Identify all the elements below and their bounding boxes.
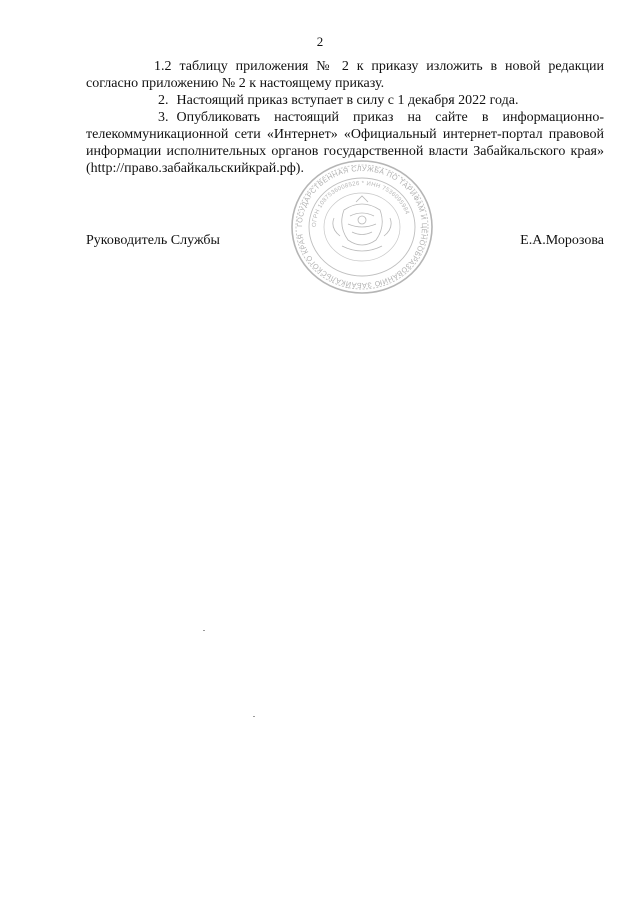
signatory-title: Руководитель Службы (86, 233, 220, 248)
paragraph-number: 1.2 (154, 59, 172, 74)
paragraph-text: таблицу приложения № 2 к приказу изложить в новой редакции согласно приложению № 2 к настоящему приказу. (86, 59, 604, 91)
official-seal-stamp (286, 158, 438, 296)
signatory-name: Е.А.Морозова (520, 233, 604, 248)
paragraph-number: 2. (158, 93, 169, 108)
paragraph-2 (86, 92, 604, 109)
seal-inner-text: ОГРН 1087536008526 * ИНН 7536095984 (311, 180, 410, 228)
page-number: 2 (316, 34, 324, 49)
paragraph-1-2 (86, 58, 604, 92)
scan-speck (203, 630, 205, 631)
paragraph-number: 3. (158, 110, 169, 125)
paragraph-text: Настоящий приказ вступает в силу с 1 декабря 2022 года. (176, 93, 519, 108)
scan-speck (253, 716, 255, 717)
coat-of-arms-emblem (333, 196, 391, 251)
seal-outer-text: ГОСУДАРСТВЕННАЯ СЛУЖБА ПО ТАРИФАМ И ЦЕНООБРАЗОВАНИЮ ЗАБАЙКАЛЬСКОГО КРАЯ (294, 163, 430, 291)
paragraph-text: Опубликовать настоящий приказ на сайте в информационно-телекоммуникационной сети «Интернет» «Официальный интернет-портал правовой информации исполнительных органов государственной власти Забайкальского края» (http://право.забайкальскийкрай.рф). (86, 110, 604, 176)
